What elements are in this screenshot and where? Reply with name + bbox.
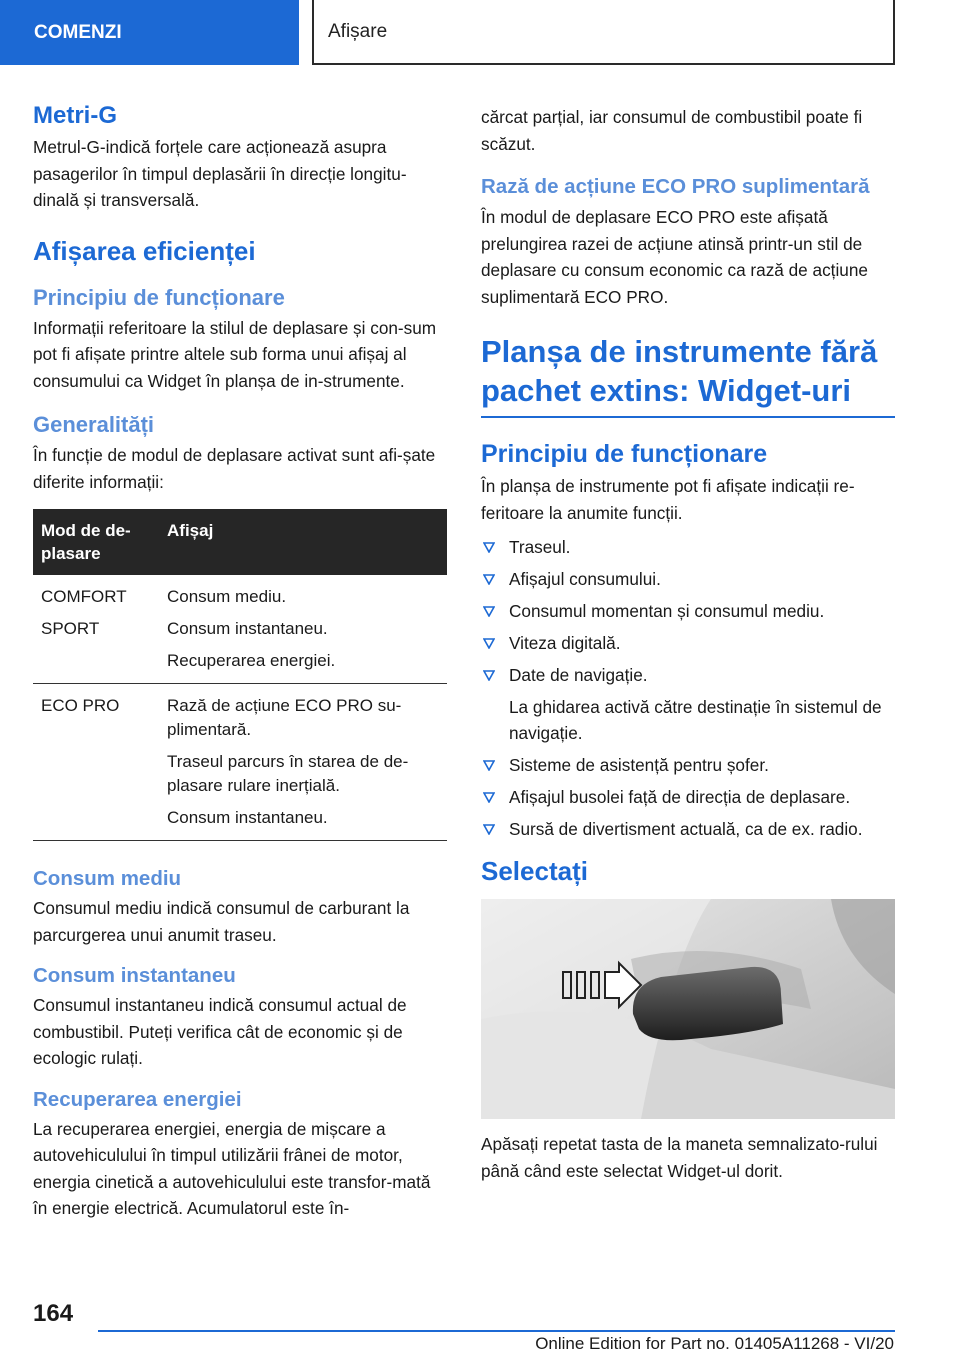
- triangle-bullet-icon: [483, 574, 495, 585]
- header-section-tab: [0, 0, 299, 65]
- list-item: [481, 534, 895, 560]
- heading-metri-g: Metri-G: [33, 102, 117, 129]
- list-item-text: Date de navigație.: [509, 665, 648, 685]
- list-item-subtext: La ghidarea activă către destinație în sistemul de navigație.: [509, 697, 882, 743]
- display-item: Rază de acțiune ECO PRO su-plimentară.: [167, 696, 402, 739]
- table-cell-modes: [33, 575, 159, 684]
- list-item-text: Viteza digitală.: [509, 633, 621, 653]
- heading-consum-mediu: Consum mediu: [33, 867, 182, 890]
- list-item-text: Consumul momentan și consumul mediu.: [509, 601, 825, 621]
- heading-afisarea-eficientei: Afișarea eficienței: [33, 235, 256, 266]
- list-item: [481, 784, 895, 810]
- triangle-bullet-icon: [483, 760, 495, 771]
- paragraph-raza-eco-pro: În modul de deplasare ECO PRO este afișată prelungirea razei de acțiune atinsă printr-un stil de deplasare cu consum economic ca rază de acțiune suplimentară ECO PRO.: [481, 207, 868, 307]
- list-item: [481, 816, 895, 842]
- list-item: [481, 752, 895, 778]
- paragraph-recuperarea-energiei: La recuperarea energiei, energia de mișcare a autovehiculului în timpul utilizării frânei de motor, energia cinetică a autovehiculului este transfor-mată în energie electrică. Acumulatorul este în-: [33, 1118, 431, 1218]
- list-item: [481, 662, 895, 746]
- heading-principiu: Principiu de funcționare: [33, 284, 285, 310]
- mode-name: ECO PRO: [41, 696, 120, 715]
- display-item: Consum mediu.: [167, 587, 287, 606]
- list-item: [481, 630, 895, 656]
- stalk-button-illustration: [481, 899, 895, 1119]
- heading-selectati: Selectați: [481, 856, 588, 886]
- heading-rule: [481, 416, 895, 418]
- table-header-display: Afișaj: [159, 509, 447, 575]
- right-column: [481, 104, 895, 1184]
- footer-rule: [98, 1330, 895, 1332]
- paragraph-generalitati: În funcție de modul de deplasare activat sunt afi-șate diferite informații:: [33, 445, 436, 492]
- table-cell-displays: [159, 684, 447, 841]
- triangle-bullet-icon: [483, 824, 495, 835]
- display-item: Recuperarea energiei.: [167, 651, 336, 670]
- heading-recuperarea-energiei: Recuperarea energiei: [33, 1087, 242, 1111]
- paragraph-continuation: cărcat parțial, iar consumul de combustibil poate fi scăzut.: [481, 107, 863, 154]
- triangle-bullet-icon: [483, 670, 495, 681]
- header-section-label: COMENZI: [34, 21, 122, 43]
- list-item-text: Afișajul consumului.: [509, 569, 661, 589]
- paragraph-principiu: Informații referitoare la stilul de deplasare și con-sum pot fi afișate printre altele sub forma unui afișaj al consumului ca Widget în planșa de in-strumente.: [33, 317, 437, 391]
- drive-mode-table: [33, 509, 447, 841]
- footer-edition: Online Edition for Part no. 01405A11268 - VI/20: [535, 1334, 894, 1353]
- header-subsection-box: [312, 0, 895, 65]
- table-cell-modes: [33, 684, 159, 841]
- mode-name: COMFORT: [41, 587, 127, 606]
- page-number: 164: [33, 1300, 74, 1327]
- heading-consum-instantaneu: Consum instantaneu: [33, 964, 236, 987]
- list-item: [481, 566, 895, 592]
- list-item-text: Sursă de divertisment actuală, ca de ex. radio.: [509, 819, 863, 839]
- table-cell-displays: [159, 575, 447, 684]
- table-header-mode: Mod de de-plasare: [33, 509, 159, 575]
- triangle-bullet-icon: [483, 542, 495, 553]
- triangle-bullet-icon: [483, 606, 495, 617]
- table-row: [33, 684, 447, 841]
- table-row: [33, 575, 447, 684]
- widget-list: [481, 534, 895, 842]
- paragraph-consum-instantaneu: Consumul instantaneu indică consumul actual de combustibil. Puteți verifica cât de economic și de ecologic rulați.: [33, 995, 407, 1068]
- heading-generalitati: Generalități: [33, 412, 155, 437]
- paragraph-metri-g: Metrul-G-indică forțele care acționează asupra pasagerilor în timpul deplasării în direcție longitu-dinală și transversală.: [33, 137, 407, 210]
- paragraph-selectati: Apăsați repetat tasta de la maneta semnalizato-rului până când este selectat Widget-ul dorit.: [481, 1134, 878, 1181]
- heading-raza-eco-pro: Rază de acțiune ECO PRO suplimentară: [481, 175, 870, 198]
- heading-principiu-right: Principiu de funcționare: [481, 440, 768, 468]
- triangle-bullet-icon: [483, 792, 495, 803]
- table-header-row: [33, 509, 447, 575]
- display-item: Consum instantaneu.: [167, 808, 328, 827]
- display-item: Consum instantaneu.: [167, 619, 328, 638]
- left-column: [33, 102, 447, 1222]
- display-item: Traseul parcurs în starea de de-plasare rulare inerțială.: [167, 752, 409, 795]
- heading-plansa-widget: Planșa de instrumente fără pachet extins: Widget-uri: [481, 334, 878, 408]
- header-subsection-label: Afișare: [328, 20, 388, 42]
- list-item-text: Sisteme de asistență pentru șofer.: [509, 755, 769, 775]
- paragraph-principiu-right: În planșa de instrumente pot fi afișate indicații re-feritoare la anumite funcții.: [481, 476, 855, 523]
- list-item-text: Traseul.: [509, 537, 571, 557]
- triangle-bullet-icon: [483, 638, 495, 649]
- list-item-text: Afișajul busolei față de direcția de deplasare.: [509, 787, 851, 807]
- paragraph-consum-mediu: Consumul mediu indică consumul de carburant la parcurgerea unui anumit traseu.: [33, 898, 410, 945]
- mode-name: SPORT: [41, 619, 100, 638]
- list-item: [481, 598, 895, 624]
